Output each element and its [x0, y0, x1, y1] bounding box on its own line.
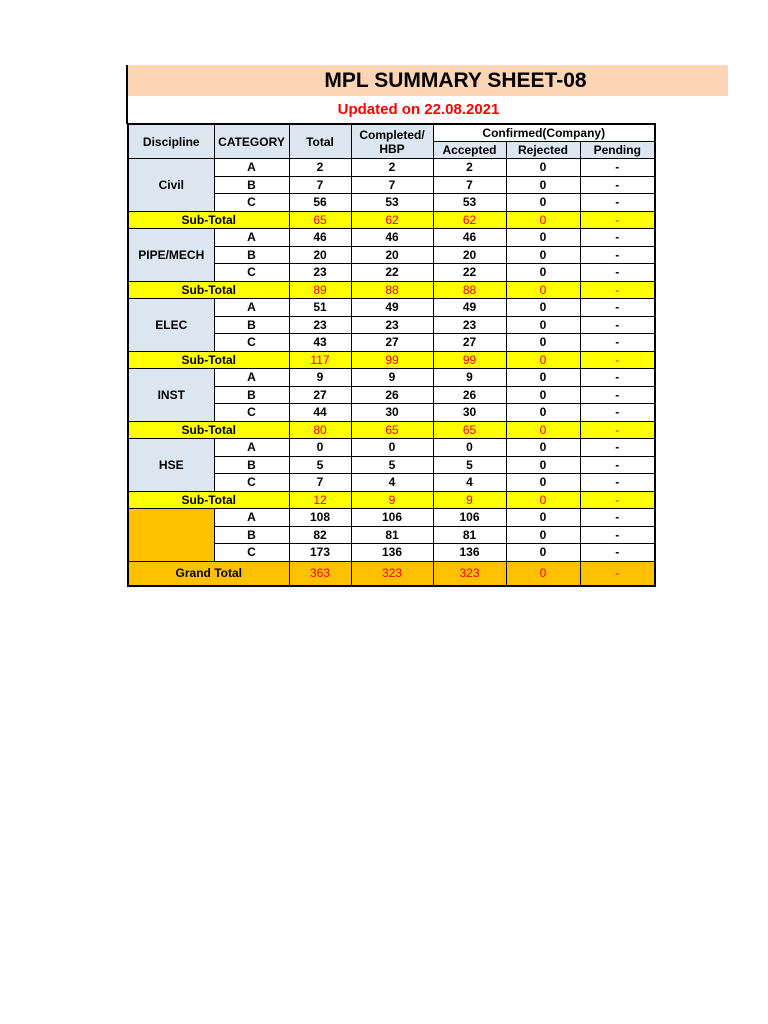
category-cell: B: [214, 246, 289, 264]
completed-cell: 26: [351, 386, 433, 404]
accepted-cell: 81: [433, 526, 506, 544]
table-row: [128, 299, 655, 317]
category-cell: C: [214, 194, 289, 212]
accepted-cell: 9: [433, 369, 506, 387]
header-accepted: Accepted: [433, 142, 506, 159]
rejected-cell: 0: [506, 386, 580, 404]
grand-total-pending: -: [580, 561, 655, 586]
total-cell: 173: [289, 544, 351, 562]
subtotal-total: 117: [289, 351, 351, 369]
category-cell: A: [214, 509, 289, 527]
accepted-cell: 106: [433, 509, 506, 527]
accepted-cell: 22: [433, 264, 506, 282]
subtotal-label: Sub-Total: [128, 211, 289, 229]
table-row: [128, 439, 655, 457]
pending-cell: -: [580, 194, 655, 212]
accepted-cell: 0: [433, 439, 506, 457]
pending-cell: -: [580, 369, 655, 387]
accepted-cell: 20: [433, 246, 506, 264]
category-cell: C: [214, 264, 289, 282]
grand-total-row: [128, 561, 655, 586]
rejected-cell: 0: [506, 264, 580, 282]
accepted-cell: 26: [433, 386, 506, 404]
rejected-cell: 0: [506, 474, 580, 492]
subtotal-completed: 62: [351, 211, 433, 229]
header-confirmed: Confirmed(Company): [433, 124, 655, 142]
category-cell: B: [214, 526, 289, 544]
rejected-cell: 0: [506, 194, 580, 212]
accepted-cell: 7: [433, 176, 506, 194]
subtotal-total: 65: [289, 211, 351, 229]
subtotal-accepted: 62: [433, 211, 506, 229]
total-cell: 7: [289, 474, 351, 492]
accepted-cell: 53: [433, 194, 506, 212]
subtotal-rejected: 0: [506, 421, 580, 439]
total-cell: 46: [289, 229, 351, 247]
table-body: [128, 159, 655, 586]
category-cell: A: [214, 369, 289, 387]
subtotal-rejected: 0: [506, 281, 580, 299]
total-cell: 23: [289, 264, 351, 282]
completed-cell: 4: [351, 474, 433, 492]
category-cell: B: [214, 316, 289, 334]
category-cell: B: [214, 456, 289, 474]
pending-cell: -: [580, 299, 655, 317]
total-cell: 56: [289, 194, 351, 212]
category-cell: A: [214, 159, 289, 177]
rejected-cell: 0: [506, 334, 580, 352]
subtotal-rejected: 0: [506, 351, 580, 369]
accepted-cell: 46: [433, 229, 506, 247]
rejected-cell: 0: [506, 544, 580, 562]
header-category: CATEGORY: [214, 124, 289, 159]
completed-cell: 2: [351, 159, 433, 177]
pending-cell: -: [580, 316, 655, 334]
pending-cell: -: [580, 176, 655, 194]
pending-cell: -: [580, 474, 655, 492]
discipline-cell: INST: [128, 369, 214, 422]
table-row: [128, 159, 655, 177]
completed-cell: 22: [351, 264, 433, 282]
header-total: Total: [289, 124, 351, 159]
category-total-row: [128, 509, 655, 527]
total-cell: 108: [289, 509, 351, 527]
summary-table: [127, 123, 656, 587]
subtotal-pending: -: [580, 211, 655, 229]
pending-cell: -: [580, 334, 655, 352]
category-cell: C: [214, 544, 289, 562]
subtotal-completed: 99: [351, 351, 433, 369]
table-row: [128, 369, 655, 387]
header-discipline: Discipline: [128, 124, 214, 159]
accepted-cell: 5: [433, 456, 506, 474]
subtotal-total: 80: [289, 421, 351, 439]
accepted-cell: 136: [433, 544, 506, 562]
pending-cell: -: [580, 404, 655, 422]
category-cell: C: [214, 334, 289, 352]
subtotal-accepted: 99: [433, 351, 506, 369]
sheet-title: MPL SUMMARY SHEET-08: [324, 69, 587, 92]
rejected-cell: 0: [506, 229, 580, 247]
grand-total-completed: 323: [351, 561, 433, 586]
pending-cell: -: [580, 456, 655, 474]
rejected-cell: 0: [506, 246, 580, 264]
accepted-cell: 4: [433, 474, 506, 492]
subtotal-label: Sub-Total: [128, 421, 289, 439]
pending-cell: -: [580, 526, 655, 544]
subtotal-row: [128, 491, 655, 509]
subtotal-label: Sub-Total: [128, 351, 289, 369]
total-cell: 44: [289, 404, 351, 422]
accepted-cell: 27: [433, 334, 506, 352]
total-cell: 9: [289, 369, 351, 387]
subtotal-label: Sub-Total: [128, 491, 289, 509]
discipline-cell: HSE: [128, 439, 214, 492]
accepted-cell: 2: [433, 159, 506, 177]
subtotal-accepted: 88: [433, 281, 506, 299]
category-cell: A: [214, 439, 289, 457]
subtotal-rejected: 0: [506, 211, 580, 229]
completed-cell: 53: [351, 194, 433, 212]
total-cell: 5: [289, 456, 351, 474]
subtotal-completed: 88: [351, 281, 433, 299]
total-cell: 27: [289, 386, 351, 404]
pending-cell: -: [580, 386, 655, 404]
rejected-cell: 0: [506, 526, 580, 544]
header-pending: Pending: [580, 142, 655, 159]
completed-cell: 20: [351, 246, 433, 264]
updated-date: Updated on 22.08.2021: [337, 101, 500, 118]
discipline-cell: Civil: [128, 159, 214, 212]
total-cell: 23: [289, 316, 351, 334]
accepted-cell: 49: [433, 299, 506, 317]
category-total-block: [128, 509, 214, 562]
subtotal-row: [128, 421, 655, 439]
pending-cell: -: [580, 246, 655, 264]
subtotal-row: [128, 351, 655, 369]
subtotal-accepted: 65: [433, 421, 506, 439]
pending-cell: -: [580, 544, 655, 562]
completed-cell: 7: [351, 176, 433, 194]
completed-cell: 23: [351, 316, 433, 334]
subtotal-label: Sub-Total: [128, 281, 289, 299]
total-cell: 82: [289, 526, 351, 544]
total-cell: 51: [289, 299, 351, 317]
subtotal-rejected: 0: [506, 491, 580, 509]
subtotal-row: [128, 211, 655, 229]
completed-cell: 9: [351, 369, 433, 387]
rejected-cell: 0: [506, 316, 580, 334]
pending-cell: -: [580, 264, 655, 282]
accepted-cell: 23: [433, 316, 506, 334]
grand-total-accepted: 323: [433, 561, 506, 586]
category-cell: A: [214, 229, 289, 247]
completed-cell: 46: [351, 229, 433, 247]
pending-cell: -: [580, 439, 655, 457]
total-cell: 7: [289, 176, 351, 194]
grand-total-rejected: 0: [506, 561, 580, 586]
category-cell: A: [214, 299, 289, 317]
rejected-cell: 0: [506, 456, 580, 474]
completed-cell: 5: [351, 456, 433, 474]
subtotal-pending: -: [580, 421, 655, 439]
completed-cell: 136: [351, 544, 433, 562]
subtotal-accepted: 9: [433, 491, 506, 509]
rejected-cell: 0: [506, 439, 580, 457]
rejected-cell: 0: [506, 369, 580, 387]
subtotal-total: 12: [289, 491, 351, 509]
discipline-cell: ELEC: [128, 299, 214, 352]
category-cell: B: [214, 176, 289, 194]
pending-cell: -: [580, 159, 655, 177]
accepted-cell: 30: [433, 404, 506, 422]
header-rejected: Rejected: [506, 142, 580, 159]
completed-cell: 81: [351, 526, 433, 544]
completed-cell: 0: [351, 439, 433, 457]
pending-cell: -: [580, 229, 655, 247]
subtotal-pending: -: [580, 491, 655, 509]
rejected-cell: 0: [506, 176, 580, 194]
category-cell: C: [214, 474, 289, 492]
rejected-cell: 0: [506, 509, 580, 527]
subtotal-total: 89: [289, 281, 351, 299]
grand-total-label: Grand Total: [128, 561, 289, 586]
subtotal-completed: 9: [351, 491, 433, 509]
header-completed: Completed/ HBP: [351, 124, 433, 159]
total-cell: 20: [289, 246, 351, 264]
category-cell: C: [214, 404, 289, 422]
total-cell: 0: [289, 439, 351, 457]
total-cell: 43: [289, 334, 351, 352]
discipline-cell: PIPE/MECH: [128, 229, 214, 282]
rejected-cell: 0: [506, 299, 580, 317]
rejected-cell: 0: [506, 159, 580, 177]
total-cell: 2: [289, 159, 351, 177]
pending-cell: -: [580, 509, 655, 527]
completed-cell: 106: [351, 509, 433, 527]
completed-cell: 30: [351, 404, 433, 422]
subtotal-completed: 65: [351, 421, 433, 439]
grand-total-total: 363: [289, 561, 351, 586]
rejected-cell: 0: [506, 404, 580, 422]
completed-cell: 49: [351, 299, 433, 317]
subtotal-pending: -: [580, 281, 655, 299]
table-row: [128, 229, 655, 247]
completed-cell: 27: [351, 334, 433, 352]
subtotal-row: [128, 281, 655, 299]
category-cell: B: [214, 386, 289, 404]
subtotal-pending: -: [580, 351, 655, 369]
